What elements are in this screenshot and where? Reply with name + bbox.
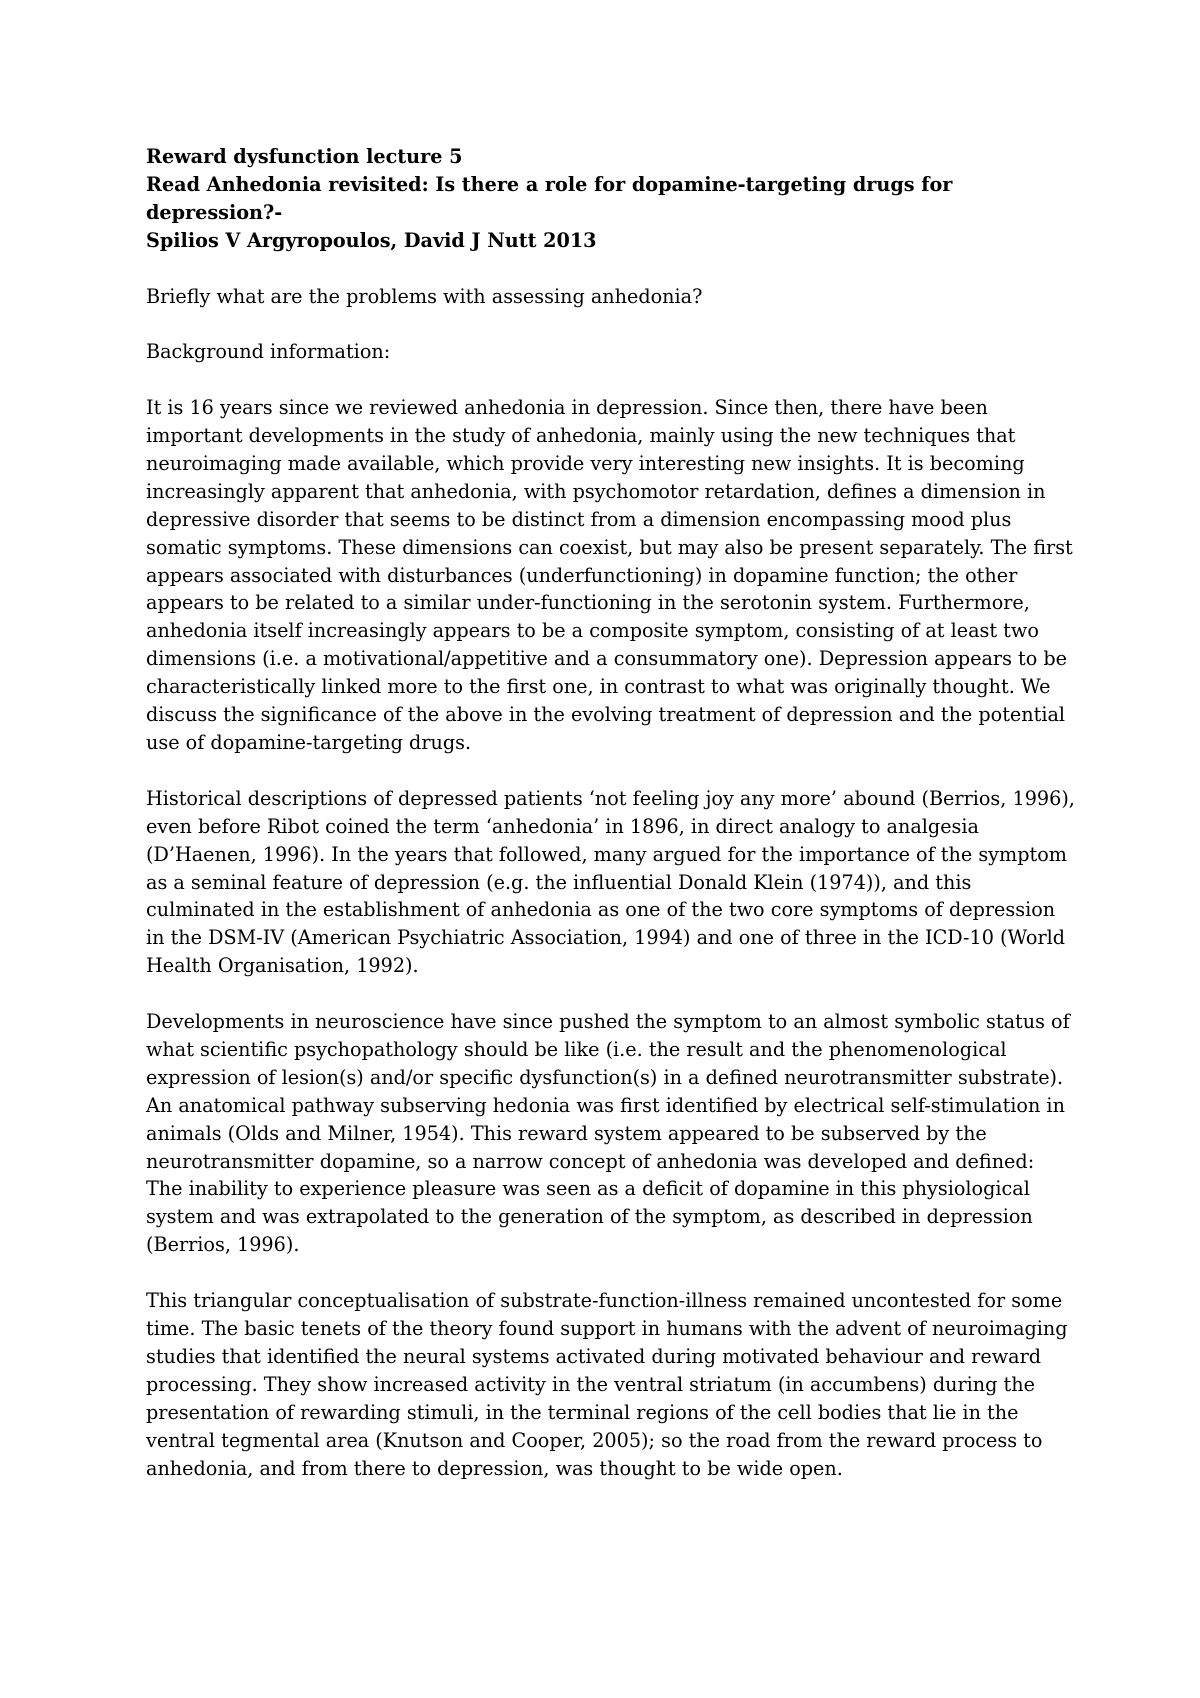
paragraph-history: Historical descriptions of depressed patients ‘not feeling joy any more’ abound (Berrios, 1996), even before Ribot coined the term ‘anhedonia’ in 1896, in direct analogy to analgesia (D’Haenen, 1996). In the years that followed, many argued for the importance of the symptom as a seminal feature of depression (e.g. the influential Donald Klein (1974)), and this culminated in the establishment of anhedonia as one of the two core symptoms of depression in the DSM-IV (American Psychiatric Association, 1994) and one of three in the ICD-10 (World Health Organisation, 1992). bbox=[146, 786, 1075, 978]
paragraph-abstract: It is 16 years since we reviewed anhedonia in depression. Since then, there have been important developments in the study of anhedonia, mainly using the new techniques that neuroimaging made available, which provide very interesting new insights. It is becoming increasingly apparent that anhedonia, with psychomotor retardation, defines a dimension in depressive disorder that seems to be distinct from a dimension encompassing mood plus somatic symptoms. These dimensions can coexist, but may also be present separately. The first appears associated with disturbances (underfunctioning) in dopamine function; the other appears to be related to a similar under-functioning in the serotonin system. Furthermore, anhedonia itself increasingly appears to be a composite symptom, consisting of at least two dimensions (i.e. a motivational/appetitive and a consummatory one). Depression appears to be characteristically linked more to the first one, in contrast to what was originally thought. We discuss the significance of the above in the evolving treatment of depression and the potential use of dopamine-targeting drugs. bbox=[146, 396, 1073, 754]
paragraph-neuroscience: Developments in neuroscience have since pushed the symptom to an almost symbolic status of what scientific psychopathology should be like (i.e. the result and the phenomenological expression of lesion(s) and/or specific dysfunction(s) in a defined neurotransmitter substrate). An anatomical pathway subserving hedonia was first identified by electrical self-stimulation in animals (Olds and Milner, 1954). This reward system appeared to be subserved by the neurotransmitter dopamine, so a narrow concept of anhedonia was developed and defined: The inability to experience pleasure was seen as a deficit of dopamine in this physiological system and was extrapolated to the generation of the symptom, as described in depression (Berrios, 1996). bbox=[146, 1010, 1070, 1257]
title-line-lecture: Reward dysfunction lecture 5 bbox=[146, 145, 463, 168]
document-title bbox=[146, 143, 1076, 255]
title-line-authors: Spilios V Argyropoulos, David J Nutt 2013 bbox=[146, 228, 597, 252]
question-text: Briefly what are the problems with assessing anhedonia? bbox=[146, 284, 703, 308]
paragraph-conceptualisation: This triangular conceptualisation of substrate-function-illness remained uncontested for some time. The basic tenets of the theory found support in humans with the advent of neuroimaging studies that identified the neural systems activated during motivated behaviour and reward processing. They show increased activity in the ventral striatum (in accumbens) during the presentation of rewarding stimuli, in the terminal regions of the cell bodies that lie in the ventral tegmental area (Knutson and Cooper, 2005); so the road from the reward process to anhedonia, and from there to depression, was thought to be wide open. bbox=[146, 1289, 1068, 1480]
background-heading: Background information: bbox=[146, 340, 391, 364]
document-body bbox=[146, 143, 1076, 1510]
title-line-reading: Read Anhedonia revisited: Is there a role for dopamine-targeting drugs for depression?- bbox=[146, 172, 953, 224]
